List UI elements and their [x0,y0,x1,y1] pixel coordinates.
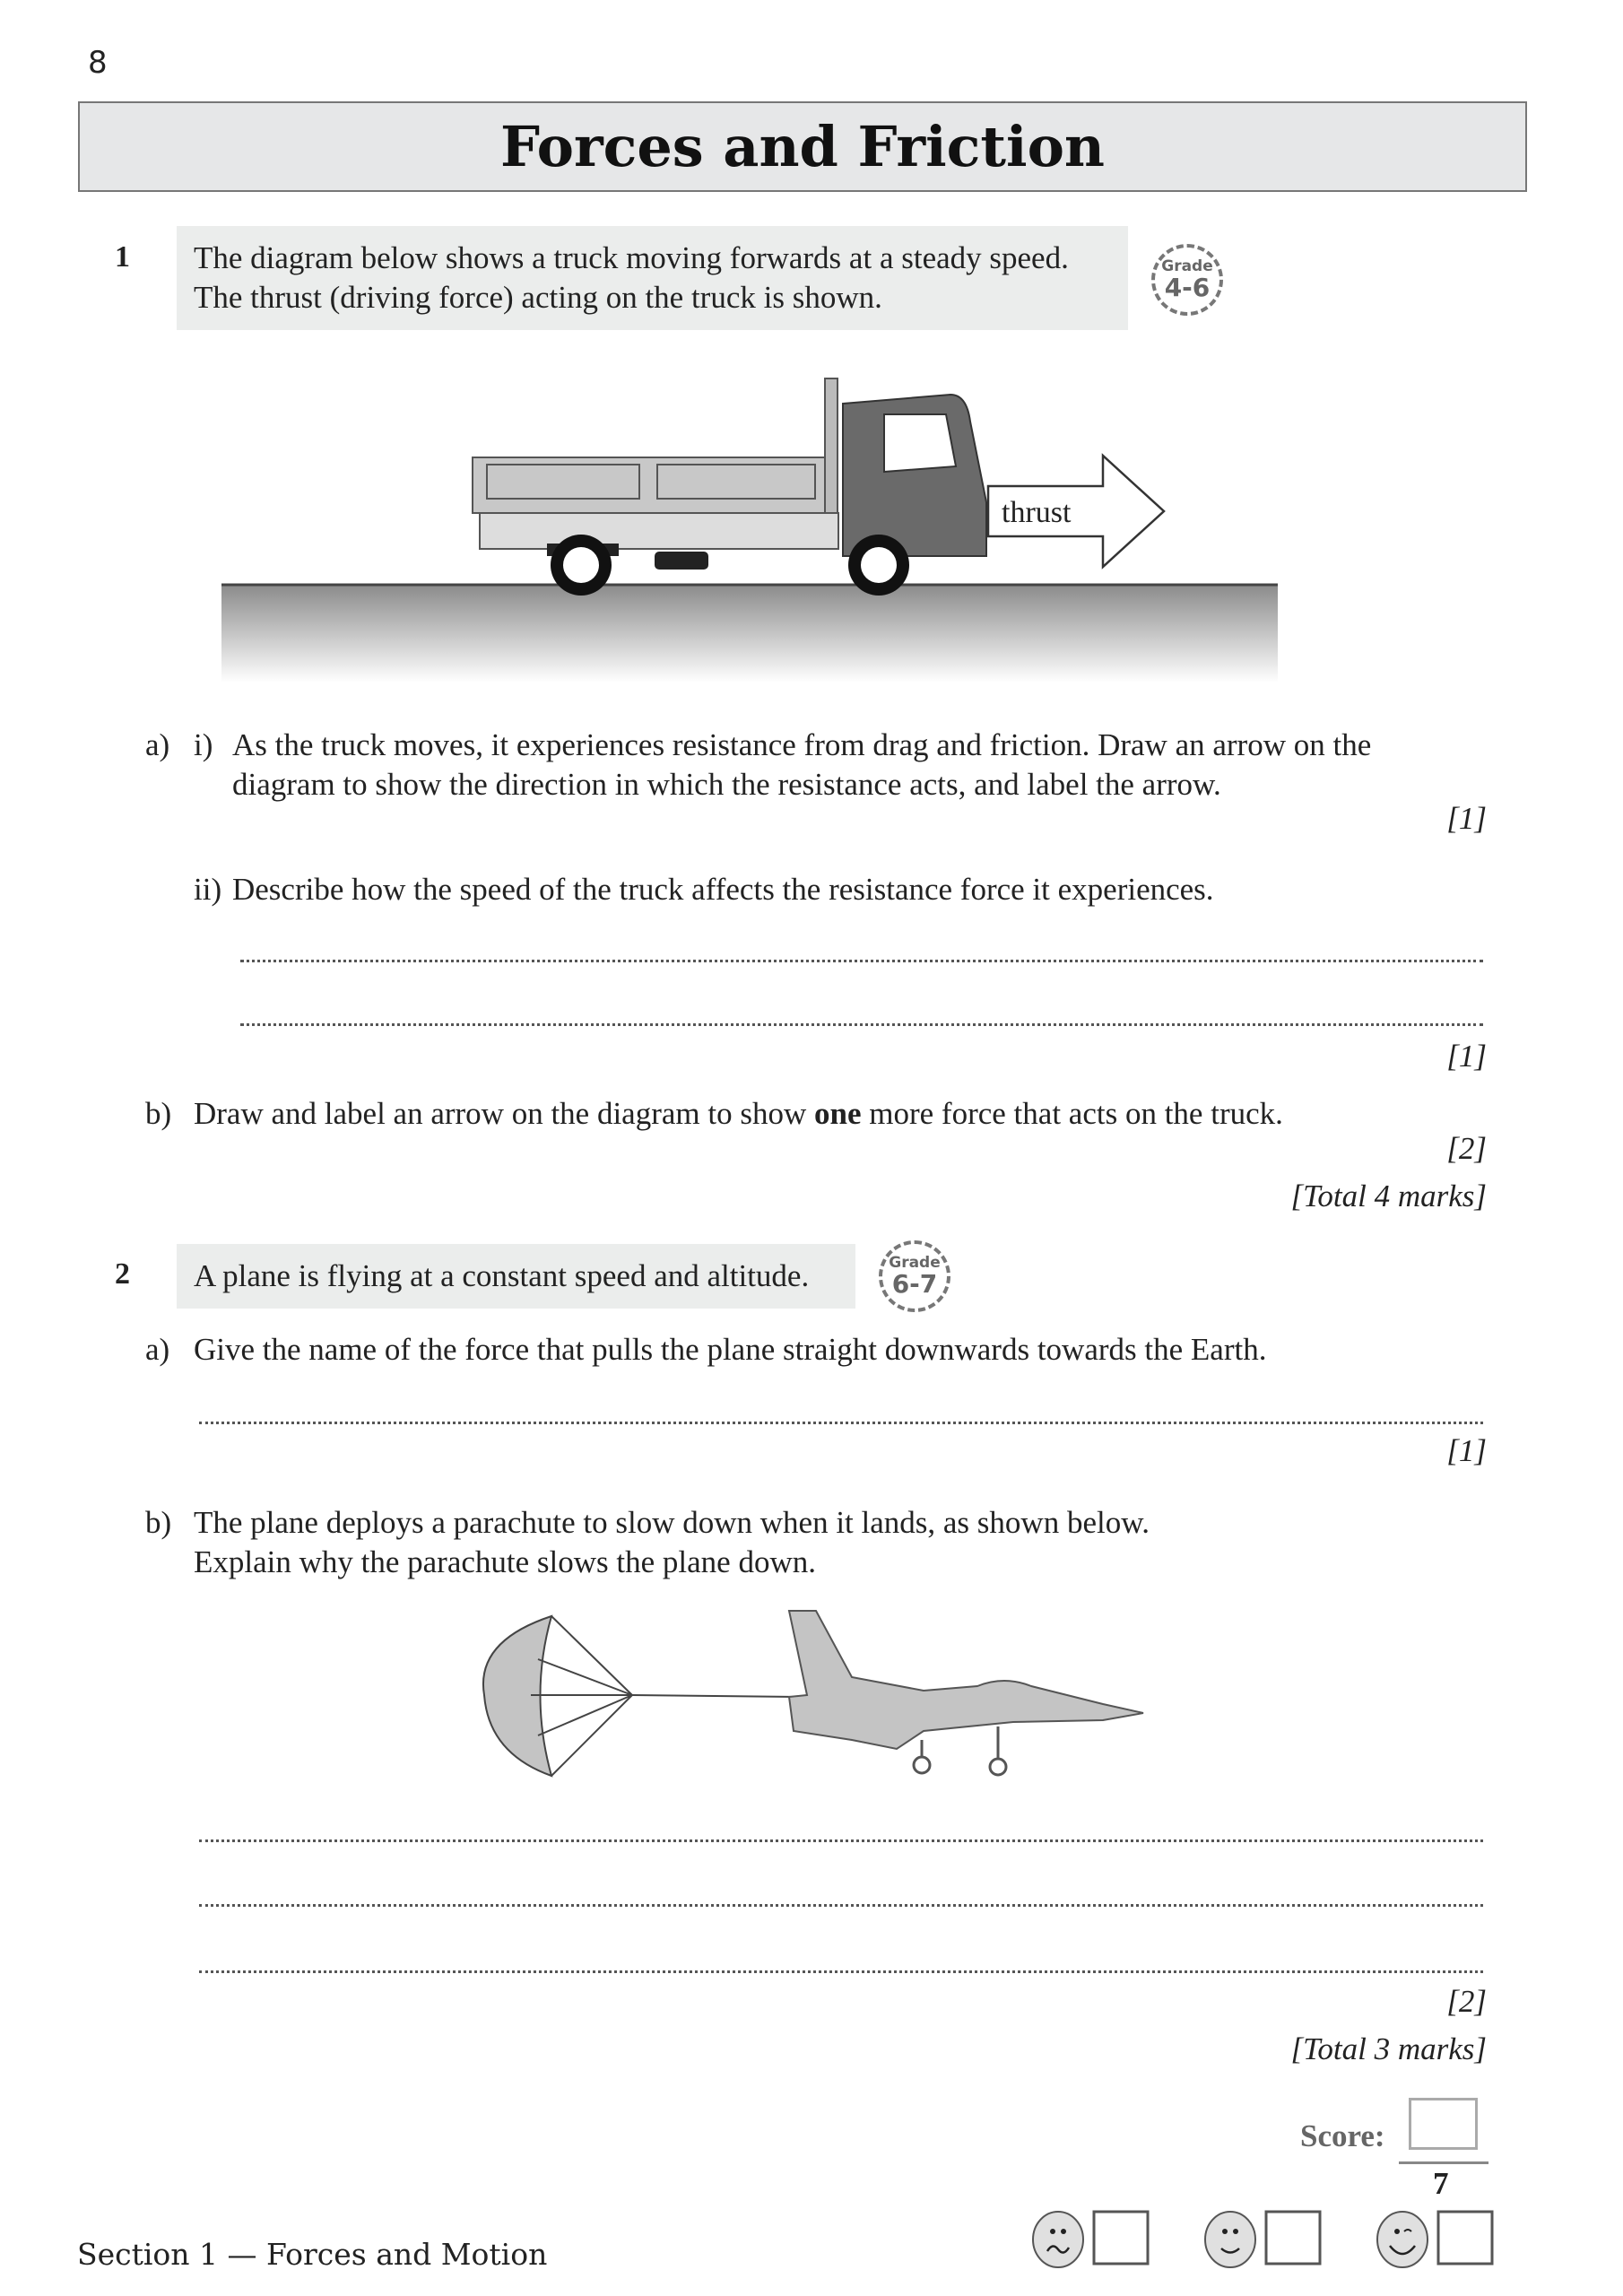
q2b-answer-line-1[interactable] [199,1839,1483,1842]
happy-face-icon[interactable] [1377,2212,1428,2267]
score-total: 7 [1433,2166,1449,2201]
thrust-label: thrust [1002,496,1072,529]
q1aii-label: ii) [194,872,222,907]
plane [789,1611,1143,1775]
q2a-marks: [1] [1446,1433,1487,1468]
grade-badge-4-6 [1151,244,1223,316]
q2-total-marks: [Total 3 marks] [1290,2031,1487,2066]
grade-label: Grade [1161,257,1213,275]
question-2-intro: A plane is flying at a constant speed and altitude. [194,1258,810,1293]
question-1-number: 1 [115,240,130,274]
truck-diagram[interactable] [215,368,1291,691]
neutral-face-icon[interactable] [1205,2212,1255,2267]
sad-tick-box[interactable] [1094,2212,1148,2264]
plane-parachute-diagram [475,1605,1157,1794]
q2b-label: b) [145,1505,172,1540]
q2a-answer-line[interactable] [199,1422,1483,1424]
q1b-label: b) [145,1096,172,1131]
grade-value: 4-6 [1164,273,1211,302]
grade-label: Grade [889,1254,941,1272]
score-fraction-line [1399,2161,1488,2164]
page-title: Forces and Friction [499,114,1106,179]
q2b-text-line1: The plane deploys a parachute to slow down when it lands, as shown below. [194,1505,1150,1540]
question-1-intro-line1: The diagram below shows a truck moving forwards at a steady speed. [194,240,1069,275]
grade-badge-6-7 [879,1240,950,1312]
sad-face-icon[interactable] [1033,2212,1083,2267]
q1aii-marks: [1] [1446,1039,1487,1074]
score-label: Score: [1300,2118,1385,2153]
q2b-answer-line-2[interactable] [199,1904,1483,1907]
q1b-text-pre: Draw and label an arrow on the diagram to show [194,1096,815,1131]
question-1-intro-line2: The thrust (driving force) acting on the truck is shown. [194,280,882,315]
page-number: 8 [88,45,108,81]
self-assessment [1031,2208,1506,2271]
q2b-text-line2: Explain why the parachute slows the plane down. [194,1544,816,1579]
q1aii-answer-line-2[interactable] [240,1023,1483,1026]
footer-section: Section 1 — Forces and Motion [77,2237,548,2272]
question-2-number: 2 [115,1257,130,1291]
q1b-text [194,1094,1283,1134]
ground [221,584,1278,683]
title-banner [78,101,1527,192]
q2b-marks: [2] [1446,1984,1487,2019]
truck [473,378,986,596]
q2a-text: Give the name of the force that pulls the plane straight downwards towards the Earth. [194,1332,1267,1367]
grade-value: 6-7 [891,1269,938,1299]
q1ai-text-line2: diagram to show the direction in which the resistance acts, and label the arrow. [232,767,1221,802]
parachute-cord [632,1695,798,1697]
happy-tick-box[interactable] [1438,2212,1492,2264]
q2b-answer-line-3[interactable] [199,1970,1483,1973]
q1b-marks: [2] [1446,1131,1487,1166]
q1-total-marks: [Total 4 marks] [1290,1178,1487,1213]
score-input-box[interactable] [1409,2098,1478,2150]
q1a-label: a) [145,727,170,762]
neutral-tick-box[interactable] [1266,2212,1320,2264]
q1ai-label: i) [194,727,213,762]
q1ai-marks: [1] [1446,801,1487,836]
parachute [483,1616,632,1776]
q1ai-text-line1: As the truck moves, it experiences resistance from drag and friction. Draw an arrow on the [232,727,1372,762]
q1aii-text: Describe how the speed of the truck affects the resistance force it experiences. [232,872,1214,907]
q1b-text-post: more force that acts on the truck. [861,1096,1283,1131]
q2a-label: a) [145,1332,170,1367]
q1b-text-bold: one [814,1096,862,1131]
q1aii-answer-line-1[interactable] [240,960,1483,962]
